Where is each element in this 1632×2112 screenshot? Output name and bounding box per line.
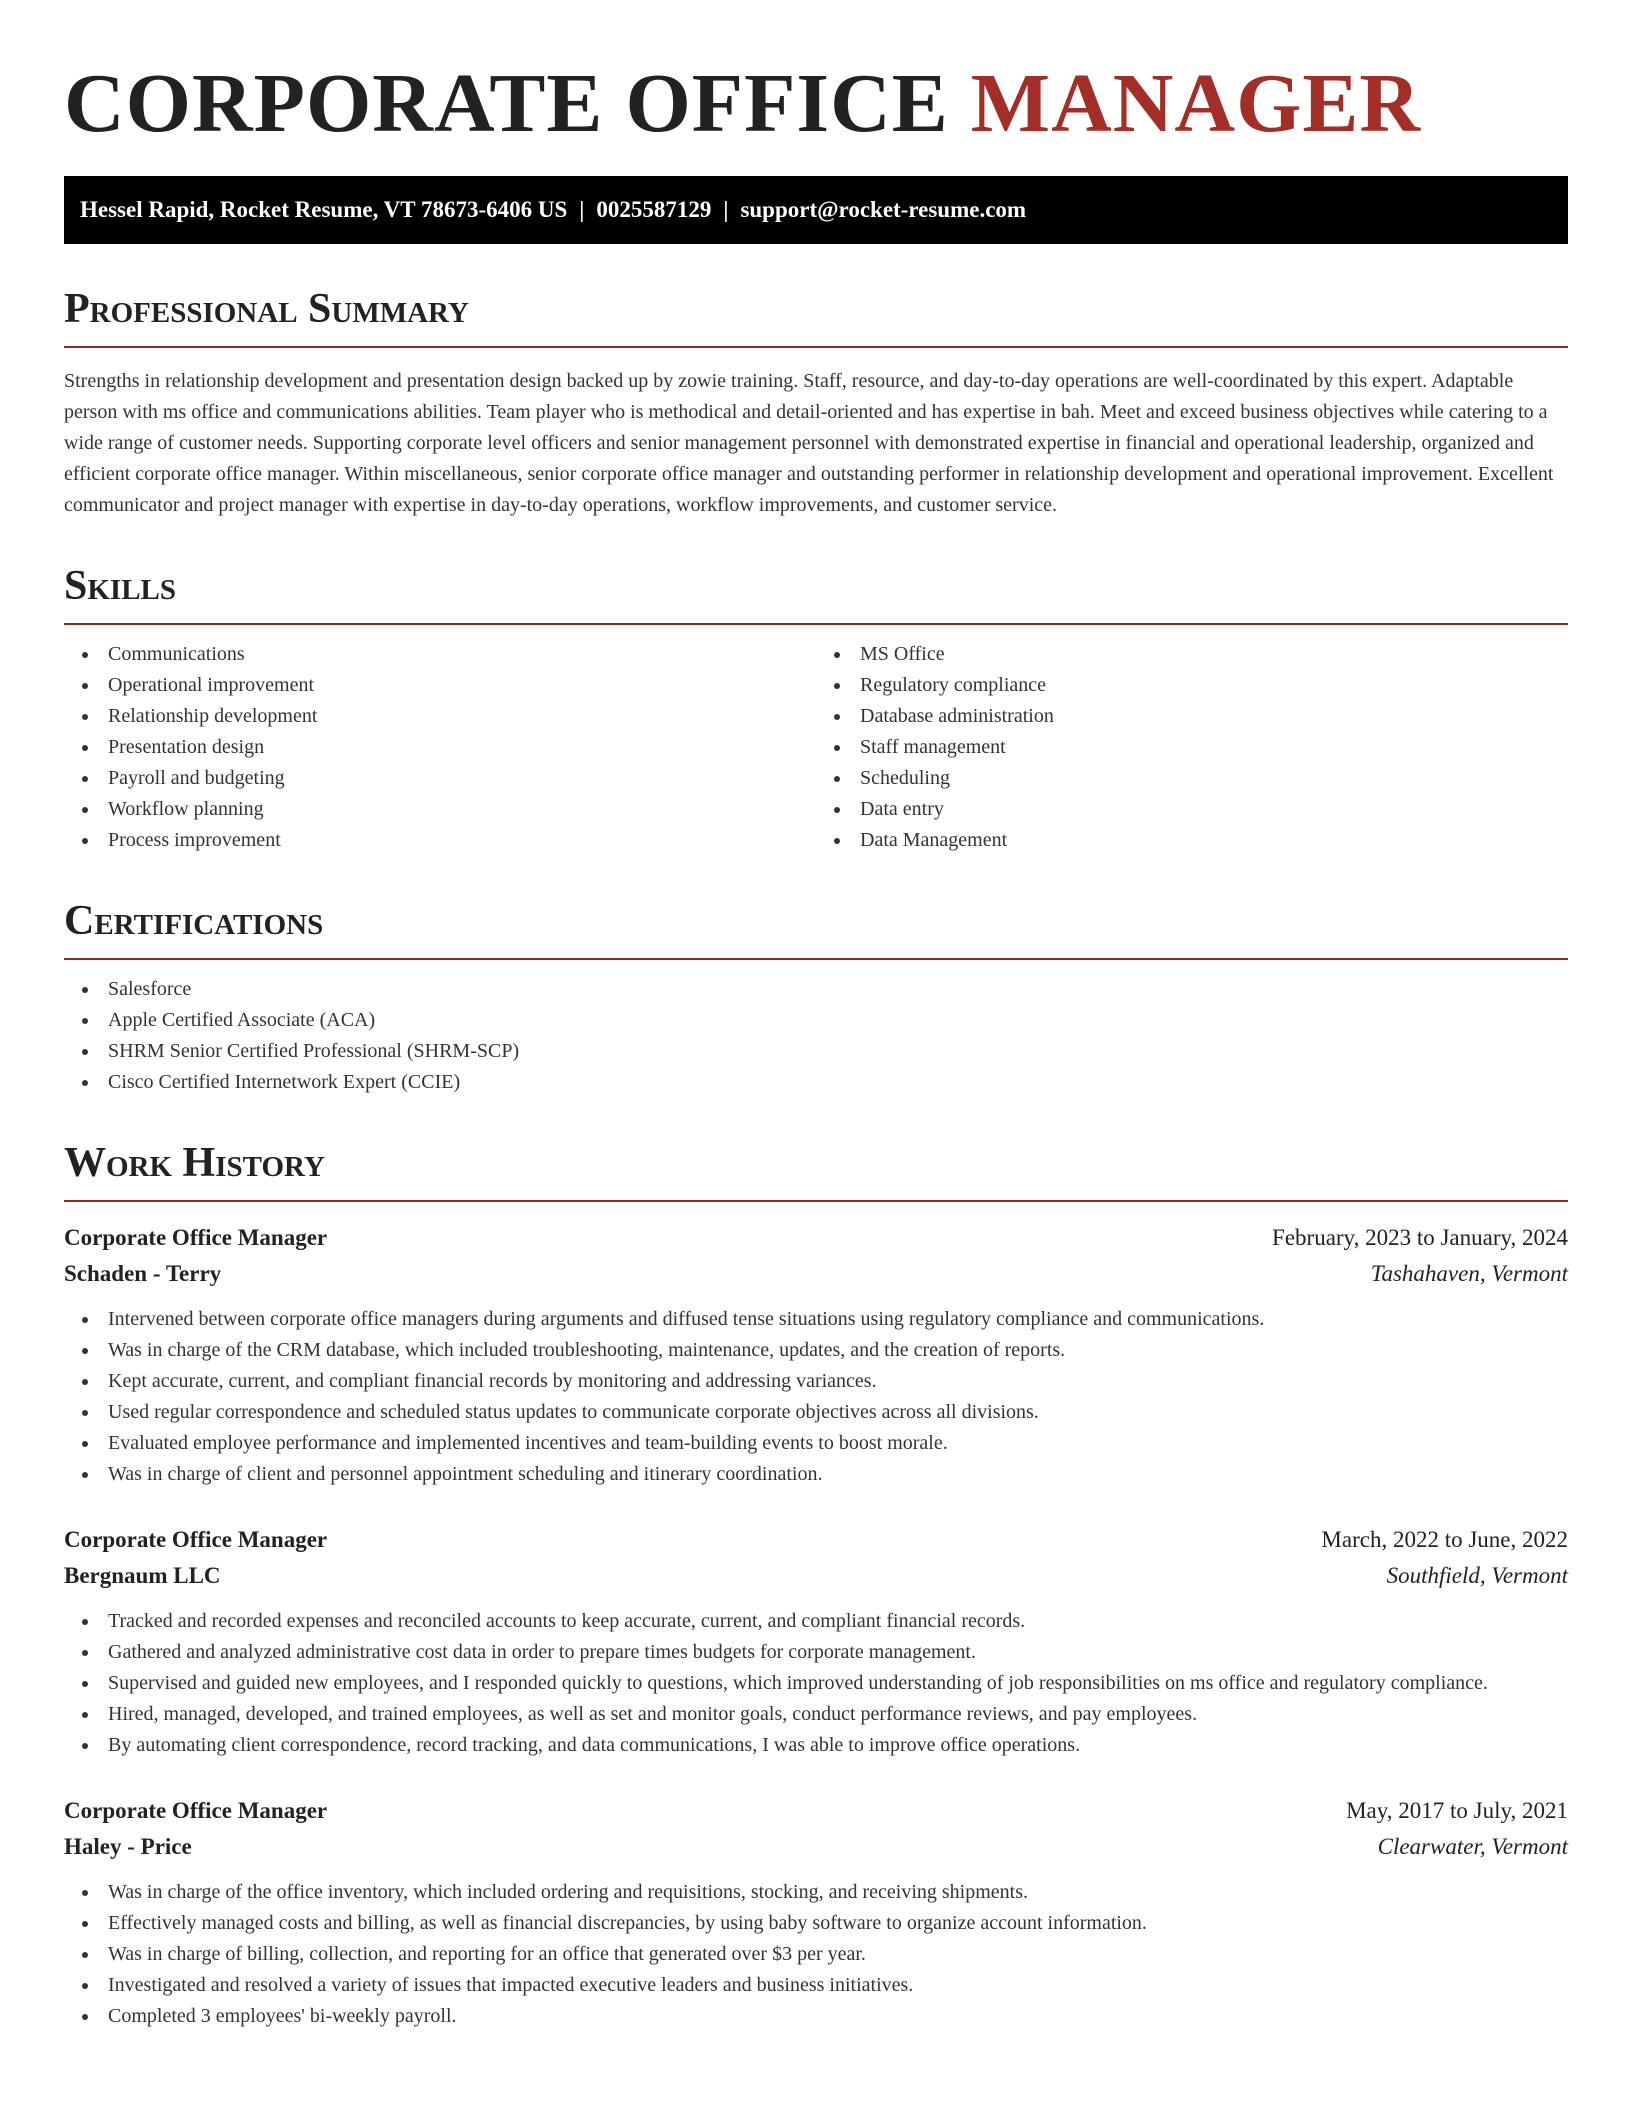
- skill-item: Communications: [108, 639, 816, 670]
- job-company-row: [64, 1256, 1568, 1292]
- skill-item: Operational improvement: [108, 670, 816, 701]
- job-bullet: Was in charge of the office inventory, which included ordering and requisitions, stocking, and receiving shipments.: [108, 1877, 1568, 1908]
- skill-item: Data entry: [860, 794, 1568, 825]
- skill-item: Regulatory compliance: [860, 670, 1568, 701]
- job-bullet: Kept accurate, current, and compliant financial records by monitoring and addressing variances.: [108, 1366, 1568, 1397]
- job-dates: March, 2022 to June, 2022: [1321, 1527, 1568, 1552]
- job-company: Schaden - Terry: [64, 1261, 222, 1286]
- certification-item: SHRM Senior Certified Professional (SHRM-SCP): [108, 1036, 1568, 1067]
- job-title: Corporate Office Manager: [64, 1527, 328, 1552]
- job-location: Clearwater, Vermont: [1377, 1834, 1568, 1859]
- summary-text: Strengths in relationship development and presentation design backed up by zowie training. Staff, resource, and day-to-day operations are well-coordinated by this expert. Adaptable person with ms office and communications abilities. Team player who is methodical and detail-oriented and has expertise in bah. Meet and exceed business objectives while catering to a wide range of customer needs. Supporting corporate level officers and senior management personnel with demonstrated expertise in financial and operational leadership, organized and efficient corporate office manager. Within miscellaneous, senior corporate office manager and outstanding performer in relationship development and operational improvement. Excellent communicator and project manager with expertise in day-to-day operations, workflow improvements, and customer service.: [64, 370, 1554, 516]
- certifications-list: [64, 974, 1568, 1098]
- job-bullet: Was in charge of the CRM database, which included troubleshooting, maintenance, updates, and the creation of reports.: [108, 1335, 1568, 1366]
- certification-item: Apple Certified Associate (ACA): [108, 1005, 1568, 1036]
- job-company-row: [64, 1558, 1568, 1594]
- section-heading: Certifications: [64, 896, 1568, 960]
- job-bullet: Supervised and guided new employees, and I responded quickly to questions, which improved understanding of job responsibilities on ms office and regulatory compliance.: [108, 1668, 1568, 1699]
- skill-item: MS Office: [860, 639, 1568, 670]
- job-header-row: [64, 1793, 1568, 1829]
- job-header-row: [64, 1220, 1568, 1256]
- contact-separator: |: [579, 197, 585, 222]
- skill-item: Database administration: [860, 701, 1568, 732]
- job-bullets: [64, 1606, 1568, 1761]
- section-heading: Professional Summary: [64, 284, 1568, 348]
- contact-separator: |: [723, 197, 729, 222]
- job-bullets: [64, 1304, 1568, 1490]
- job-company: Bergnaum LLC: [64, 1563, 221, 1588]
- certifications-section: [64, 896, 1568, 1098]
- title-main: CORPORATE OFFICE: [64, 57, 949, 150]
- contact-email: support@rocket-resume.com: [740, 197, 1027, 222]
- job-bullets: [64, 1877, 1568, 2032]
- contact-phone: 0025587129: [596, 197, 712, 222]
- contact-address: Hessel Rapid, Rocket Resume, VT 78673-6406 US: [80, 197, 568, 222]
- job-location: Tashahaven, Vermont: [1370, 1261, 1568, 1286]
- job-entry: [64, 1793, 1568, 2032]
- skill-item: Data Management: [860, 825, 1568, 856]
- job-bullet: Gathered and analyzed administrative cost data in order to prepare times budgets for corporate management.: [108, 1637, 1568, 1668]
- job-bullet: Intervened between corporate office managers during arguments and diffused tense situations using regulatory compliance and communications.: [108, 1304, 1568, 1335]
- job-bullet: Investigated and resolved a variety of issues that impacted executive leaders and business initiatives.: [108, 1970, 1568, 2001]
- skill-item: Staff management: [860, 732, 1568, 763]
- skills-grid: [64, 625, 1568, 856]
- job-bullet: Was in charge of client and personnel appointment scheduling and itinerary coordination.: [108, 1459, 1568, 1490]
- job-bullet: Was in charge of billing, collection, and reporting for an office that generated over $3 per year.: [108, 1939, 1568, 1970]
- page-title: [64, 54, 1568, 154]
- job-location: Southfield, Vermont: [1386, 1563, 1568, 1588]
- job-bullet: Evaluated employee performance and implemented incentives and team-building events to boost morale.: [108, 1428, 1568, 1459]
- job-title: Corporate Office Manager: [64, 1225, 328, 1250]
- skill-item: Scheduling: [860, 763, 1568, 794]
- section-heading: Skills: [64, 561, 1568, 625]
- job-bullet: Tracked and recorded expenses and reconciled accounts to keep accurate, current, and compliant financial records.: [108, 1606, 1568, 1637]
- job-bullet: Hired, managed, developed, and trained employees, as well as set and monitor goals, conduct performance reviews, and pay employees.: [108, 1699, 1568, 1730]
- job-company-row: [64, 1829, 1568, 1865]
- certification-item: Cisco Certified Internetwork Expert (CCIE): [108, 1067, 1568, 1098]
- skills-list-right: [816, 639, 1568, 856]
- job-company: Haley - Price: [64, 1834, 192, 1859]
- job-dates: February, 2023 to January, 2024: [1272, 1225, 1568, 1250]
- title-accent: MANAGER: [970, 57, 1422, 150]
- skill-item: Payroll and budgeting: [108, 763, 816, 794]
- skills-section: [64, 561, 1568, 856]
- skill-item: Relationship development: [108, 701, 816, 732]
- job-entry: [64, 1220, 1568, 1490]
- summary-section: [64, 284, 1568, 521]
- job-title: Corporate Office Manager: [64, 1798, 328, 1823]
- job-dates: May, 2017 to July, 2021: [1346, 1798, 1568, 1823]
- job-header-row: [64, 1522, 1568, 1558]
- certification-item: Salesforce: [108, 974, 1568, 1005]
- skill-item: Process improvement: [108, 825, 816, 856]
- job-bullet: Effectively managed costs and billing, as well as financial discrepancies, by using baby software to organize account information.: [108, 1908, 1568, 1939]
- skills-list-left: [64, 639, 816, 856]
- job-entry: [64, 1522, 1568, 1761]
- work-history-section: [64, 1138, 1568, 2032]
- skill-item: Presentation design: [108, 732, 816, 763]
- job-bullet: By automating client correspondence, record tracking, and data communications, I was able to improve office operations.: [108, 1730, 1568, 1761]
- job-bullet: Completed 3 employees' bi-weekly payroll.: [108, 2001, 1568, 2032]
- skill-item: Workflow planning: [108, 794, 816, 825]
- job-bullet: Used regular correspondence and scheduled status updates to communicate corporate objectives across all divisions.: [108, 1397, 1568, 1428]
- contact-bar: [64, 176, 1568, 244]
- section-heading: Work History: [64, 1138, 1568, 1202]
